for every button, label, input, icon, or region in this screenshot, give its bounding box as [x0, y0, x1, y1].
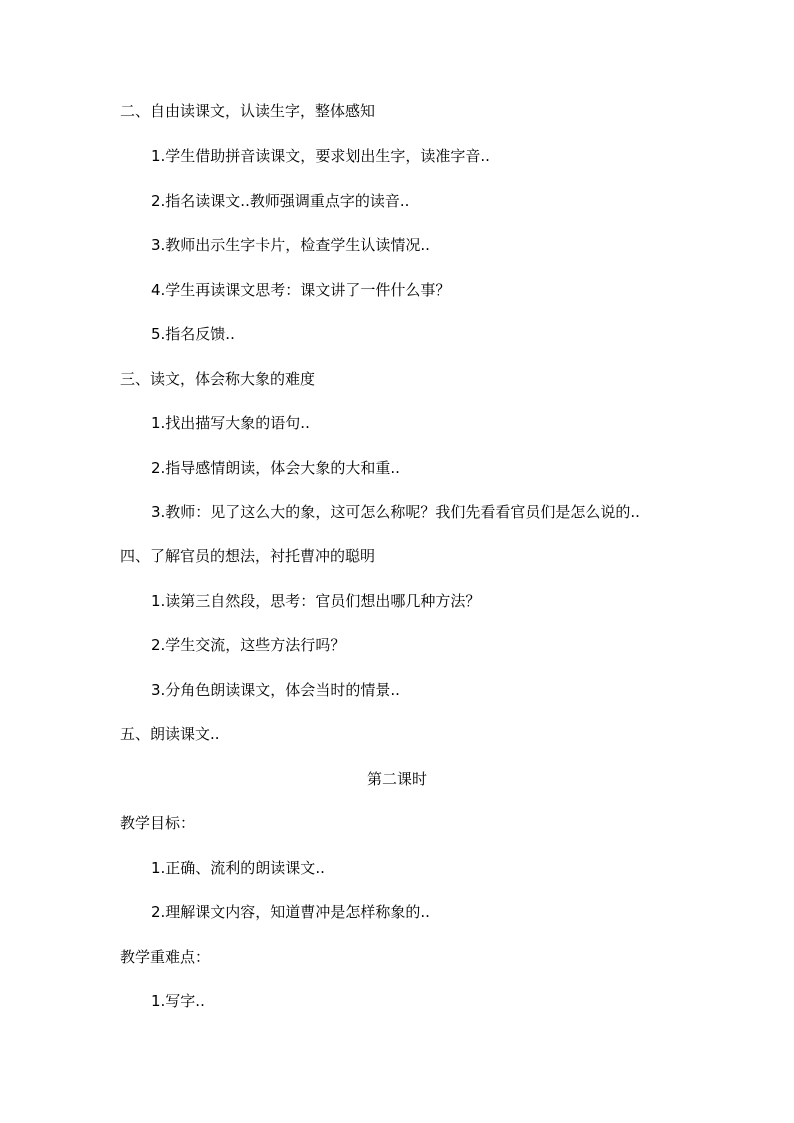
list-item: 3.教师出示生字卡片，检查学生认读情况.. — [151, 236, 430, 254]
section-heading-5: 五、朗读课文.. — [120, 725, 220, 743]
list-item: 1.读第三自然段，思考：官员们想出哪几种方法？ — [151, 592, 481, 610]
list-item: 2.理解课文内容，知道曹冲是怎样称象的.. — [151, 903, 430, 921]
section-heading-2: 二、自由读课文，认读生字，整体感知 — [120, 102, 376, 120]
list-item: 1.正确、流利的朗读课文.. — [151, 859, 325, 877]
list-item: 5.指名反馈.. — [151, 325, 235, 343]
section-heading-4: 四、了解官员的想法，衬托曹冲的聪明 — [120, 547, 376, 565]
list-item: 2.指名读课文..教师强调重点字的读音.. — [151, 192, 410, 210]
lesson-title: 第二课时 — [366, 770, 427, 788]
subheading-objectives: 教学目标： — [120, 814, 196, 832]
list-item: 1.写字.. — [151, 992, 205, 1010]
list-item: 4.学生再读课文思考：课文讲了一件什么事？ — [151, 281, 451, 299]
list-item: 2.学生交流，这些方法行吗？ — [151, 636, 346, 654]
subheading-key-points: 教学重难点： — [120, 948, 211, 966]
list-item: 3.教师：见了这么大的象，这可怎么称呢？我们先看看官员们是怎么说的.. — [151, 503, 640, 521]
list-item: 1.找出描写大象的语句.. — [151, 414, 310, 432]
list-item: 1.学生借助拼音读课文，要求划出生字，读准字音.. — [151, 147, 490, 165]
list-item: 3.分角色朗读课文，体会当时的情景.. — [151, 681, 400, 699]
list-item: 2.指导感情朗读，体会大象的大和重.. — [151, 459, 400, 477]
section-heading-3: 三、读文，体会称大象的难度 — [120, 370, 316, 388]
